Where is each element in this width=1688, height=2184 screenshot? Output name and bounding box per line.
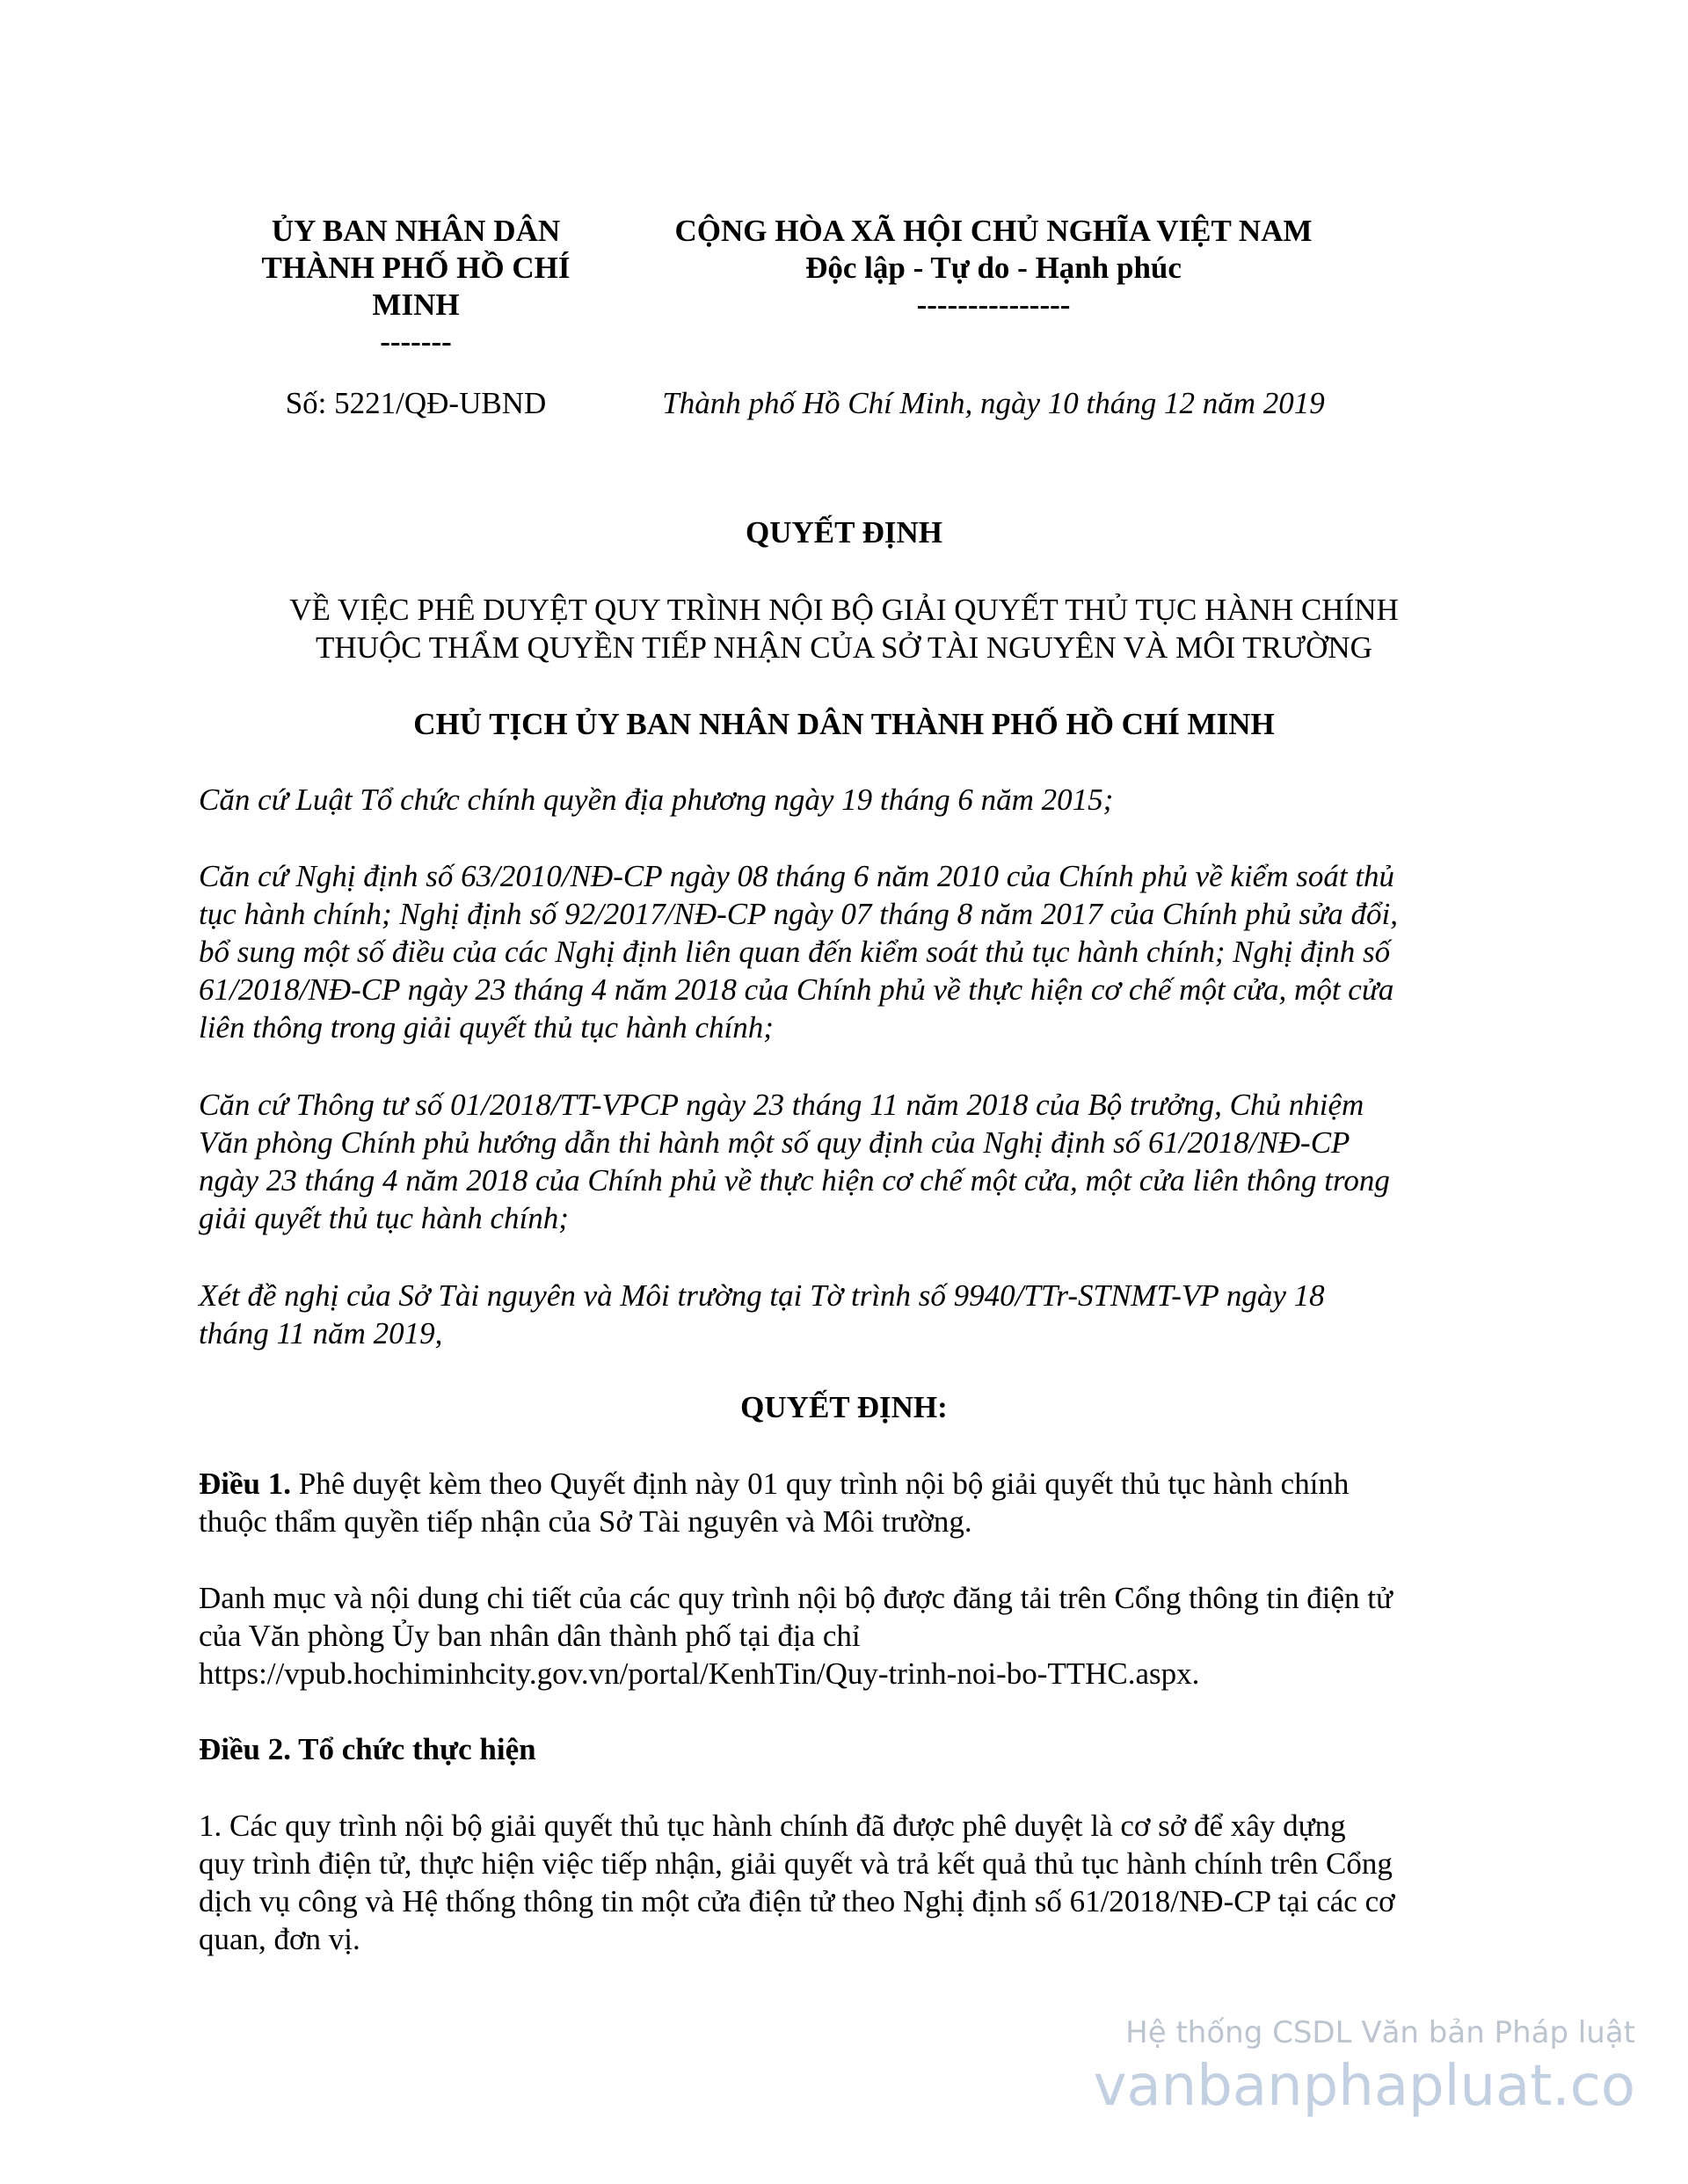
item-line: dịch vụ công và Hệ thống thông tin một cửa điện tử theo Nghị định số 61/2018/NĐ-CP tại các cơ <box>199 1884 1395 1918</box>
document-number: Số: 5221/QĐ-UBND <box>285 386 547 420</box>
watermark-domain: vanbanphapluat.co <box>1093 2054 1635 2119</box>
nation-name: CỘNG HÒA XÃ HỘI CHỦ NGHĨA VIỆT NAM <box>674 214 1313 248</box>
legal-basis-2 <box>199 857 1500 1046</box>
subject-line: VỀ VIỆC PHÊ DUYỆT QUY TRÌNH NỘI BỘ GIẢI QUYẾT THỦ TỤC HÀNH CHÍNH <box>289 593 1399 627</box>
place-and-date: Thành phố Hồ Chí Minh, ngày 10 tháng 12 năm 2019 <box>662 386 1325 420</box>
item-line: quan, đơn vị. <box>199 1922 360 1956</box>
detail-line: của Văn phòng Ủy ban nhân dân thành phố tại địa chỉ <box>199 1619 861 1653</box>
basis-line: liên thông trong giải quyết thủ tục hành chính; <box>199 1010 774 1045</box>
watermark-caption: Hệ thống CSDL Văn bản Pháp luật <box>1125 2015 1635 2050</box>
item-line: 1. Các quy trình nội bộ giải quyết thủ tục hành chính đã được phê duyệt là cơ sở để xây dựng <box>199 1809 1346 1843</box>
article-2-item-1 <box>199 1807 1500 1958</box>
basis-line: Xét đề nghị của Sở Tài nguyên và Môi trường tại Tờ trình số 9940/TTr-STNMT-VP ngày 18 <box>199 1278 1325 1313</box>
article-2-heading: Điều 2. Tổ chức thực hiện <box>199 1732 536 1766</box>
agency-line-2: THÀNH PHỐ HỒ CHÍ MINH <box>261 251 571 322</box>
detail-line: Danh mục và nội dung chi tiết của các quy trình nội bộ được đăng tải trên Cổng thông tin điện tử <box>199 1581 1393 1615</box>
basis-line: Căn cứ Luật Tổ chức chính quyền địa phương ngày 19 tháng 6 năm 2015; <box>199 783 1114 817</box>
item-line: quy trình điện tử, thực hiện việc tiếp nhận, giải quyết và trả kết quả thủ tục hành chính trên Cổng <box>199 1846 1393 1881</box>
nation-motto: Độc lập - Tự do - Hạnh phúc <box>805 251 1182 285</box>
nation-divider: --------------- <box>916 288 1071 322</box>
article-1-text: thuộc thẩm quyền tiếp nhận của Sở Tài nguyên và Môi trường. <box>199 1504 972 1539</box>
agency-line-1: ỦY BAN NHÂN DÂN <box>271 214 561 248</box>
basis-line: Căn cứ Thông tư số 01/2018/TT-VPCP ngày 23 tháng 11 năm 2018 của Bộ trưởng, Chủ nhiệm <box>199 1088 1364 1122</box>
article-1-detail <box>199 1579 1500 1693</box>
portal-url: https://vpub.hochiminhcity.gov.vn/portal/KenhTin/Quy-trinh-noi-bo-TTHC.aspx. <box>199 1656 1200 1691</box>
site-watermark <box>1094 2013 1635 2121</box>
national-motto <box>615 213 1372 324</box>
subject-line: THUỘC THẨM QUYỀN TIẾP NHẬN CỦA SỞ TÀI NGUYÊN VÀ MÔI TRƯỜNG <box>316 630 1372 665</box>
article-1-label: Điều 1. <box>199 1467 291 1501</box>
legal-basis-1 <box>199 781 1500 819</box>
issuing-authority: CHỦ TỊCH ỦY BAN NHÂN DÂN THÀNH PHỐ HỒ CHÍ MINH <box>413 707 1275 741</box>
document-subject <box>198 591 1490 666</box>
document-title: QUYẾT ĐỊNH <box>746 515 942 550</box>
basis-line: Căn cứ Nghị định số 63/2010/NĐ-CP ngày 08 tháng 6 năm 2010 của Chính phủ về kiểm soát thủ <box>199 859 1395 893</box>
basis-line: ngày 23 tháng 4 năm 2018 của Chính phủ về thực hiện cơ chế một cửa, một cửa liên thông trong <box>199 1163 1390 1198</box>
legal-basis-3 <box>199 1086 1500 1237</box>
basis-line: bổ sung một số điều của các Nghị định liên quan đến kiểm soát thủ tục hành chính; Nghị định số <box>199 935 1391 969</box>
agency-divider: ------- <box>380 324 452 359</box>
issuing-agency <box>227 213 605 360</box>
basis-line: Văn phòng Chính phủ hướng dẫn thi hành một số quy định của Nghị định số 61/2018/NĐ-CP <box>199 1125 1350 1160</box>
decision-heading: QUYẾT ĐỊNH: <box>740 1390 948 1424</box>
article-1 <box>199 1465 1500 1540</box>
legal-basis-4 <box>199 1277 1500 1352</box>
basis-line: giải quyết thủ tục hành chính; <box>199 1201 569 1235</box>
basis-line: tục hành chính; Nghị định số 92/2017/NĐ-CP ngày 07 tháng 8 năm 2017 của Chính phủ sửa đổi, <box>199 897 1398 931</box>
basis-line: tháng 11 năm 2019, <box>199 1316 443 1350</box>
article-1-text: Phê duyệt kèm theo Quyết định này 01 quy trình nội bộ giải quyết thủ tục hành chính <box>291 1467 1350 1501</box>
basis-line: 61/2018/NĐ-CP ngày 23 tháng 4 năm 2018 của Chính phủ về thực hiện cơ chế một cửa, một cửa <box>199 972 1394 1007</box>
